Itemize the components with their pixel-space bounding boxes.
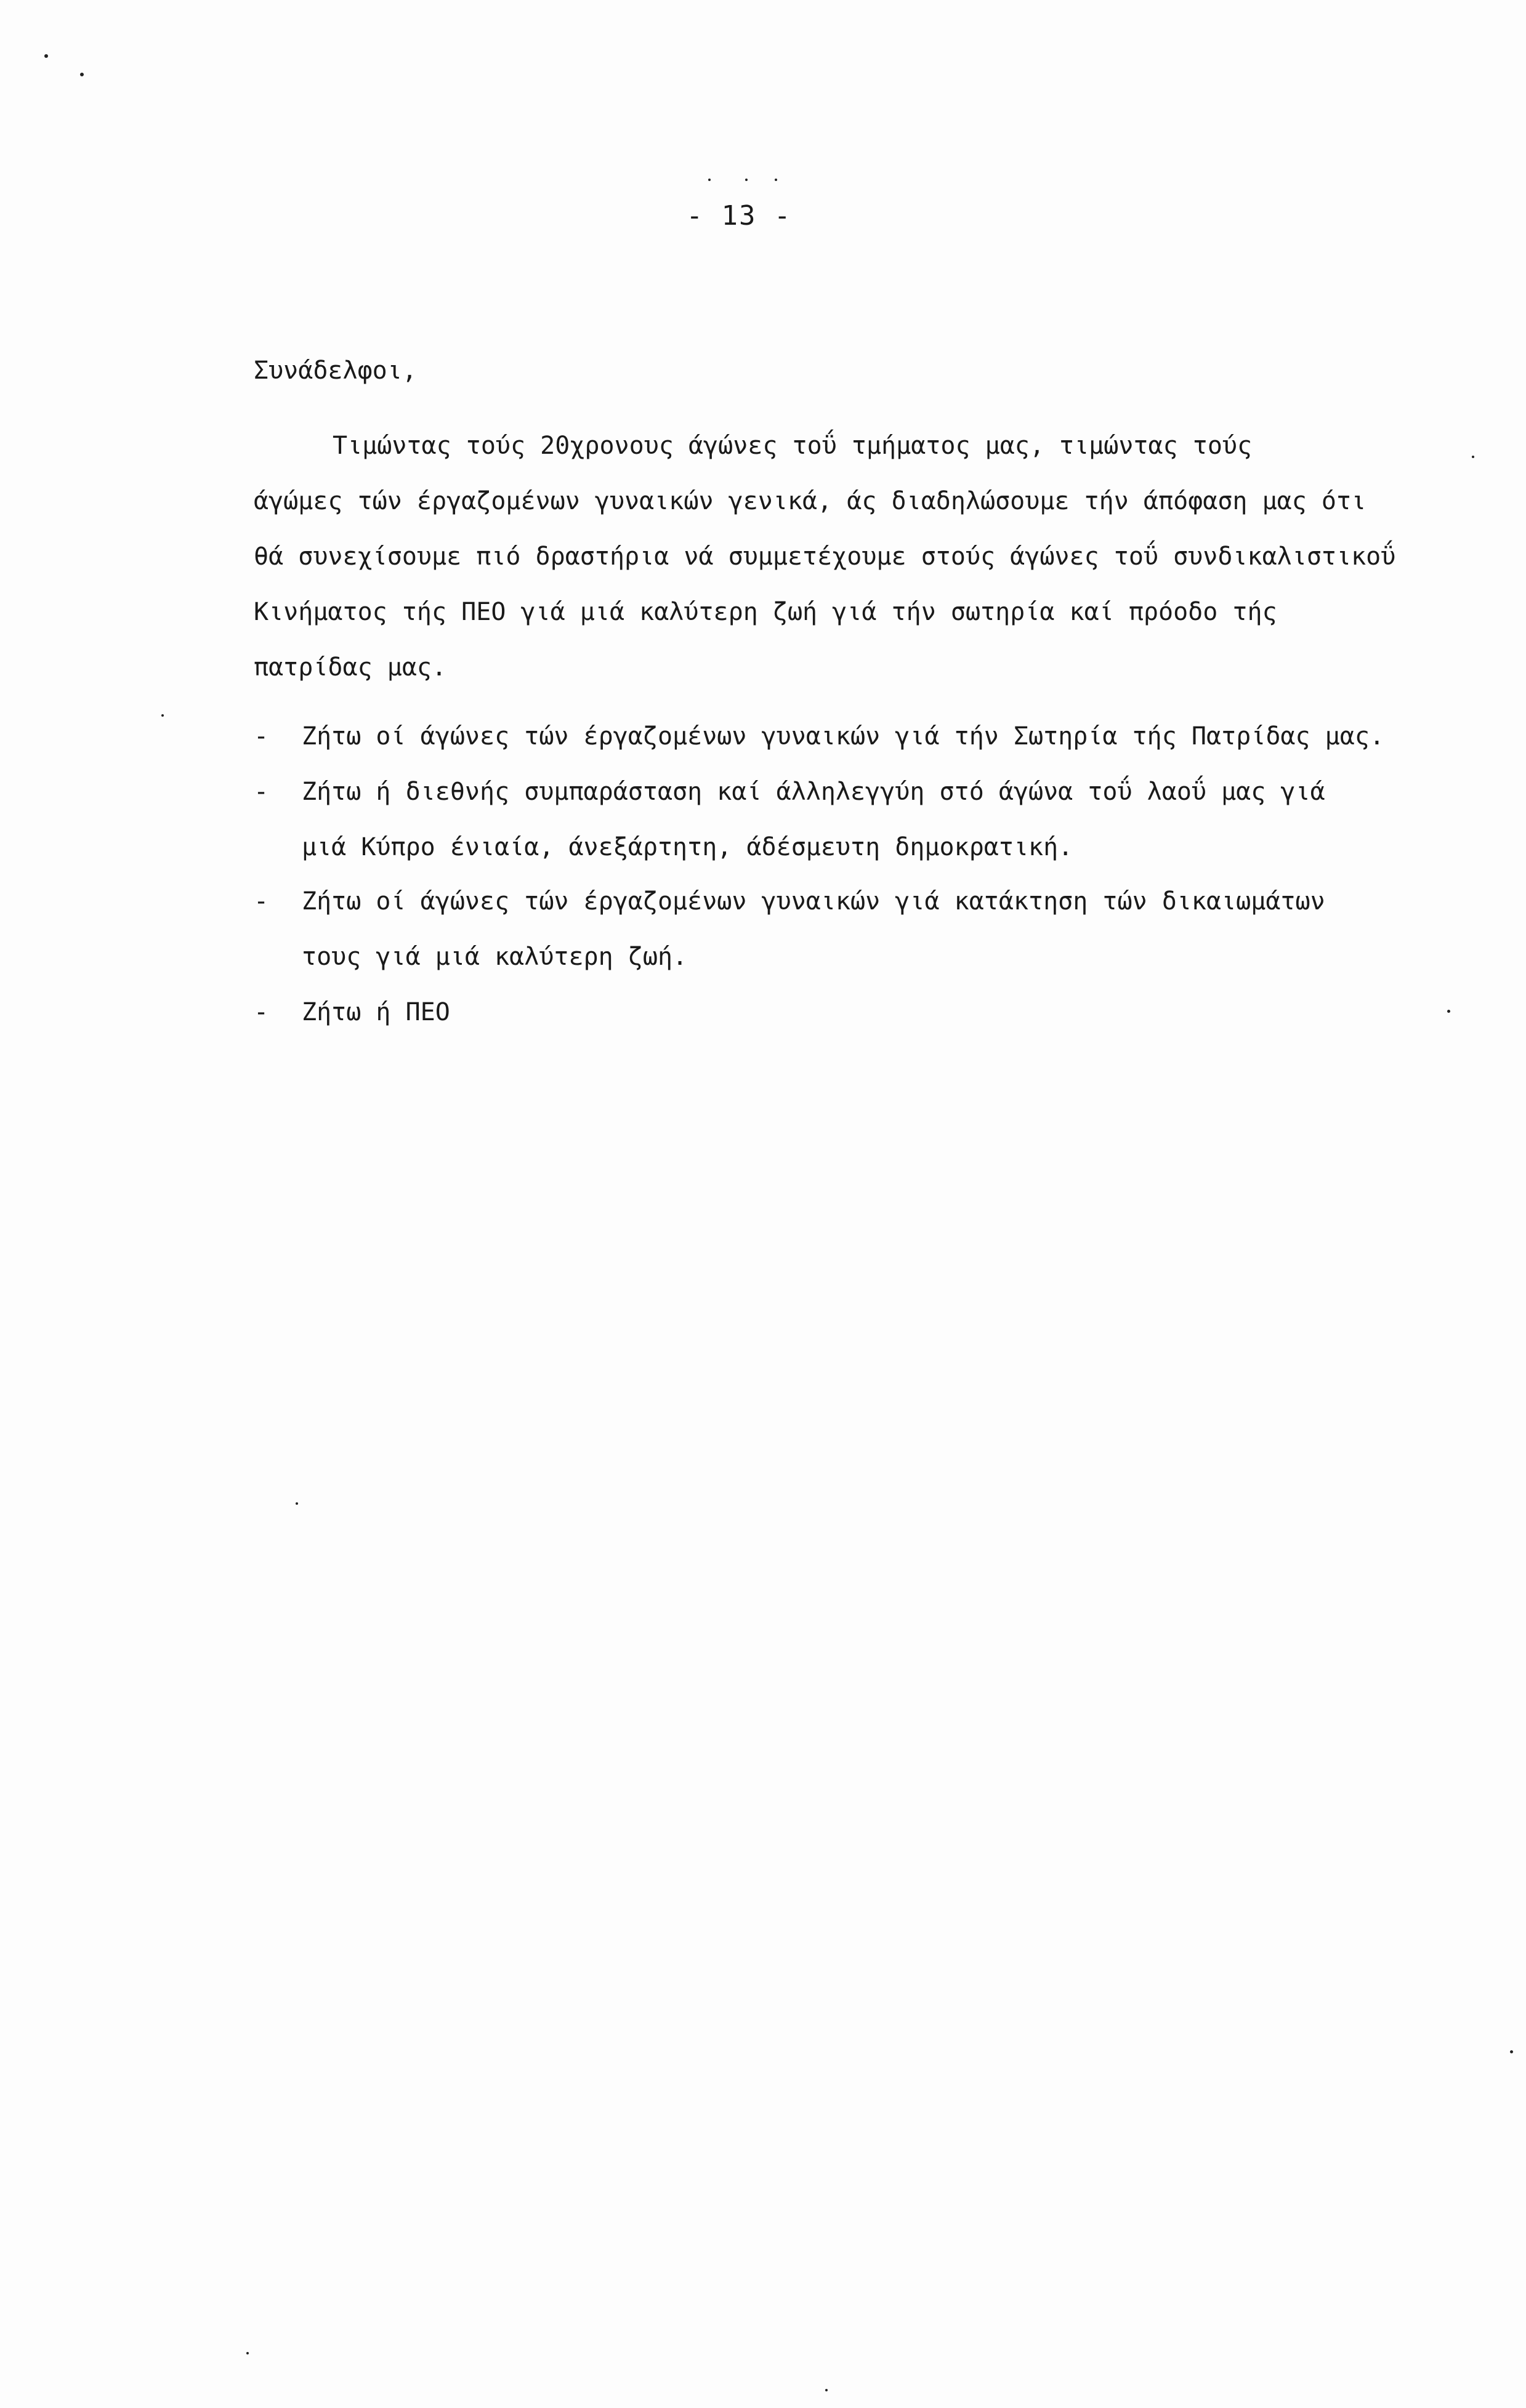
slogan-item xyxy=(254,997,450,1027)
slogan-item xyxy=(254,887,1325,972)
scan-speck xyxy=(44,54,48,58)
list-dash: - xyxy=(254,722,269,751)
slogan-item xyxy=(254,777,1325,862)
scan-speck xyxy=(296,1502,298,1505)
paragraph-line: άγώμες τών έργαζομένων γυναικών γενικά, άς διαδηλώσουμε τήν άπόφαση μας ότι xyxy=(254,487,1367,515)
page-number: - 13 - xyxy=(686,200,792,232)
scan-speck xyxy=(825,2389,828,2391)
slogan-line: τους γιά μιά καλύτερη ζωή. xyxy=(302,943,688,971)
slogan-line: μιά Κύπρο ένιαία, άνεξάρτητη, άδέσμευτη δημοκρατική. xyxy=(302,833,1073,861)
scan-speck xyxy=(1472,456,1474,458)
list-dash: - xyxy=(254,998,269,1026)
scan-speck xyxy=(246,2352,249,2354)
slogan-line: Ζήτω ή ΠΕΟ xyxy=(302,998,450,1026)
scan-speck xyxy=(1510,2050,1513,2053)
slogan-line: Ζήτω ή διεθνής συμπαράσταση καί άλληλεγγύη στό άγώνα τοΰ λαοΰ μας γιά xyxy=(302,778,1325,806)
slogan-line: Ζήτω οί άγώνες τών έργαζομένων γυναικών γιά τήν Σωτηρία τής Πατρίδας μας. xyxy=(302,722,1384,751)
scan-speck xyxy=(745,179,748,181)
scan-speck xyxy=(80,73,84,76)
slogan-item xyxy=(254,722,1384,751)
paragraph-line: Τιμώντας τούς 20χρονους άγώνες τοΰ τμήματος μας, τιμώντας τούς xyxy=(333,432,1253,460)
scan-speck xyxy=(161,714,164,717)
list-dash: - xyxy=(254,887,269,916)
salutation: Συνάδελφοι, xyxy=(254,356,417,385)
paragraph-line: Κινήματος τής ΠΕΟ γιά μιά καλύτερη ζωή γιά τήν σωτηρία καί πρόοδο τής xyxy=(254,598,1277,626)
list-dash: - xyxy=(254,778,269,806)
scan-speck xyxy=(775,179,777,181)
scan-speck xyxy=(708,179,711,181)
paragraph-line: θά συνεχίσουμε πιό δραστήρια νά συμμετέχουμε στούς άγώνες τοΰ συνδικαλιστικοΰ xyxy=(254,542,1396,571)
paragraph-line: πατρίδας μας. xyxy=(254,653,447,682)
scan-speck xyxy=(1447,1010,1450,1013)
slogan-line: Ζήτω οί άγώνες τών έργαζομένων γυναικών γιά κατάκτηση τών δικαιωμάτων xyxy=(302,887,1325,916)
body-paragraph xyxy=(254,431,1461,682)
